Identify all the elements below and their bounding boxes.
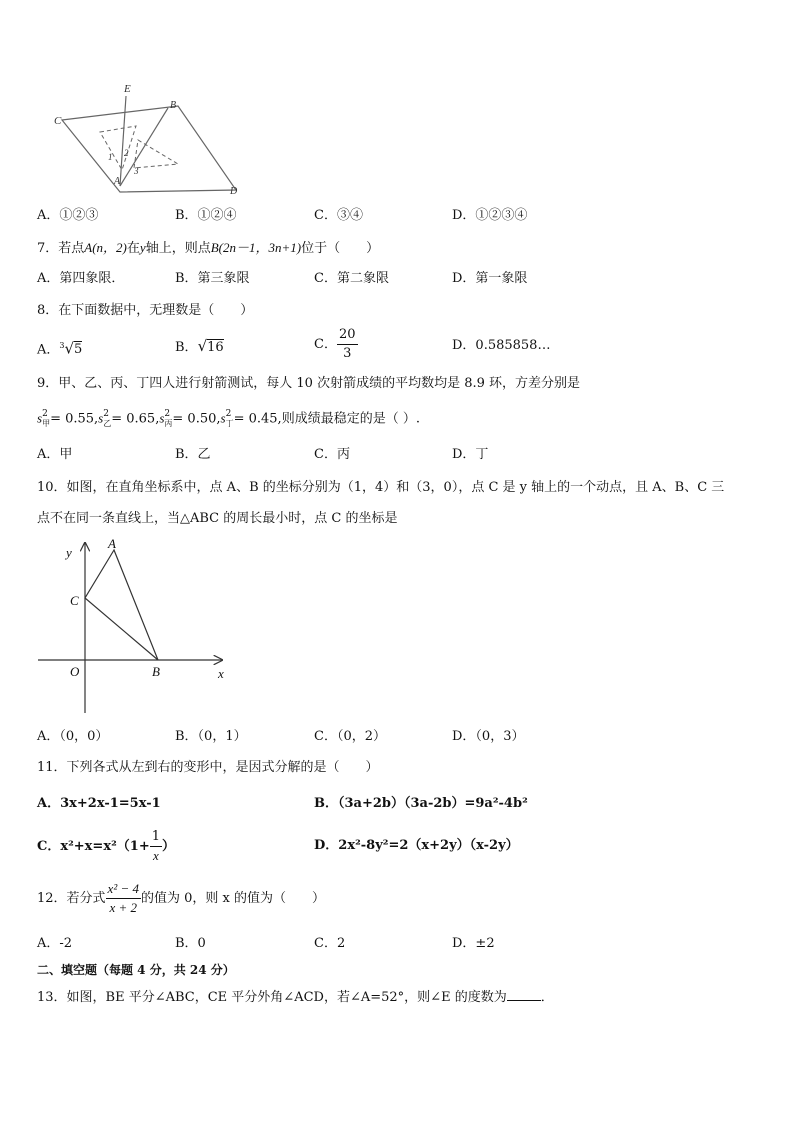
q13-answer-blank[interactable] xyxy=(507,988,541,1001)
fig6-label-C: C xyxy=(54,115,62,127)
fig6-label-E: E xyxy=(124,83,131,95)
q7-stem-pre: 7．若点 xyxy=(37,241,85,256)
q11-stem: 11．下列各式从左到右的变形中，是因式分解的是（ ） xyxy=(37,760,379,775)
q9-sub-4: 丁 xyxy=(225,419,234,428)
q12-denominator: x + 2 xyxy=(109,900,138,915)
q10-label-o: O xyxy=(70,664,80,679)
q9-s2: s xyxy=(98,410,104,426)
q11-option-c-denominator: x xyxy=(152,848,159,863)
q9-sup-1: 2 xyxy=(42,409,48,419)
q6-option-a: A．①②③ xyxy=(37,208,99,223)
q8-option-c-numerator: 20 xyxy=(337,326,358,345)
fig6-line-AB xyxy=(120,108,168,186)
q12-stem-post: 的值为 0，则 x 的值为（ ） xyxy=(141,891,325,906)
q8-option-a-radicand: 5 xyxy=(74,342,83,358)
q10-label-y: y xyxy=(66,545,72,560)
q9-val-4: = 0.45, xyxy=(233,411,282,427)
q9-stem: 9．甲、乙、丙、丁四人进行射箭测试，每人 10 次射箭成绩的平均数均是 8.9 环，方差分别是 xyxy=(37,376,581,391)
q9-tail: 则成绩最稳定的是（ ）. xyxy=(281,411,420,427)
q9-sup-3: 2 xyxy=(164,409,171,419)
q12-stem xyxy=(37,880,325,917)
q13-stem-text: 13．如图，BE 平分∠ABC，CE 平分外角∠ACD，若∠A=52°，则∠E 的度数为 xyxy=(37,990,507,1005)
q7-axis-y: y xyxy=(139,240,146,255)
q8-option-b: B．√16 xyxy=(175,337,224,355)
q7-point-b: B(2n－1，3n+1) xyxy=(210,240,302,255)
q12-option-b: B．0 xyxy=(175,936,206,951)
q11-option-c xyxy=(37,828,175,865)
q7-option-d: D．第一象限 xyxy=(452,271,528,286)
q8-option-d: D．0.585858… xyxy=(452,338,551,353)
q9-sub-3: 丙 xyxy=(164,419,173,428)
fig6-label-A: A xyxy=(114,176,121,187)
q8-option-a: A．$^3$√5 xyxy=(37,339,83,358)
q8-option-c-label: C． xyxy=(314,337,337,352)
q7-point-a: A(n，2) xyxy=(84,240,127,255)
q7-stem xyxy=(37,240,379,257)
q10-line-2: 点不在同一条直线上，当△ABC 的周长最小时，点 C 的坐标是 xyxy=(37,511,398,526)
fig6-parallelogram xyxy=(62,106,236,192)
q11-option-a: A．3x+2x-1=5x-1 xyxy=(37,796,161,811)
q10-option-a: A．（0，0） xyxy=(37,729,109,744)
q9-val-3: = 0.50, xyxy=(172,411,221,427)
fig6-label-B: B xyxy=(170,100,177,111)
q8-option-a-label: A． xyxy=(37,342,60,358)
q9-sub-2: 乙 xyxy=(103,419,112,428)
q8-stem: 8．在下面数据中，无理数是（ ） xyxy=(37,303,254,318)
q10-label-x: x xyxy=(218,666,224,681)
q8-option-b-radicand: 16 xyxy=(207,340,224,355)
q11-option-d: D．2x²-8y²=2（x+2y）（x-2y） xyxy=(314,838,519,853)
q7-stem-mid2: 轴上，则点 xyxy=(145,241,211,256)
q7-option-a: A．第四象限． xyxy=(37,271,125,286)
q9-s1: s xyxy=(37,410,43,426)
q8-option-b-label: B． xyxy=(175,340,198,355)
q9-val-2: = 0.65, xyxy=(111,411,160,427)
q12-stem-pre: 12．若分式 xyxy=(37,891,106,906)
q9-sup-4: 2 xyxy=(225,409,232,419)
fig6-line-AE xyxy=(120,96,126,186)
q9-sub-1: 甲 xyxy=(42,419,51,428)
q12-option-d: D．±2 xyxy=(452,936,495,951)
q8-option-c-denominator: 3 xyxy=(343,346,352,361)
q6-option-b: B．①②④ xyxy=(175,208,237,223)
q9-val-1: = 0.55, xyxy=(50,411,99,427)
q13-tail: ． xyxy=(540,990,554,1005)
q6-option-d: D．①②③④ xyxy=(452,208,528,223)
q6-option-c: C．③④ xyxy=(314,208,363,223)
section-2-title: 二、填空题（每题 4 分，共 24 分） xyxy=(37,963,235,977)
q8-option-c xyxy=(314,326,358,363)
fig6-angle-1: 1 xyxy=(108,152,113,162)
fig6-angle-2: 2 xyxy=(124,148,129,158)
fig6-label-D: D xyxy=(230,186,238,197)
fig6-dashed-triangle-1 xyxy=(100,126,136,170)
q7-option-c: C．第二象限 xyxy=(314,271,389,286)
fig6-angle-3: 3 xyxy=(134,166,139,176)
q7-option-b: B．第三象限 xyxy=(175,271,250,286)
q9-option-d: D．丁 xyxy=(452,447,489,462)
q11-option-c-numerator: 1 xyxy=(150,828,162,847)
q10-line-1: 10．如图，在直角坐标系中，点 A、B 的坐标分别为（1，4）和（3，0），点 C 是 y 轴上的一个动点，且 A、B、C 三 xyxy=(37,480,725,495)
q12-option-c: C．2 xyxy=(314,936,346,951)
q10-option-c: C．（0，2） xyxy=(314,729,386,744)
q12-numerator: x² − 4 xyxy=(106,880,141,899)
q8-option-a-index: 3 xyxy=(59,341,65,350)
q9-option-a: A．甲 xyxy=(37,447,73,462)
q10-label-a: A xyxy=(108,536,116,551)
q10-label-b: B xyxy=(152,664,160,679)
q13-stem xyxy=(37,988,554,1006)
q9-s3: s xyxy=(159,410,165,426)
q6-figure xyxy=(50,80,250,200)
q9-s4: s xyxy=(220,410,226,426)
q7-stem-mid: 在 xyxy=(126,241,140,256)
q9-option-b: B．乙 xyxy=(175,447,211,462)
q10-triangle-abc xyxy=(85,550,158,660)
q10-option-d: D．（0，3） xyxy=(452,729,525,744)
q10-label-c: C xyxy=(70,593,79,608)
q11-option-c-pre: C．x²+x=x²（1+ xyxy=(37,839,150,854)
q10-figure xyxy=(30,535,240,720)
q7-stem-post: 位于（ ） xyxy=(301,241,380,256)
q11-option-c-post: ） xyxy=(162,839,176,854)
q9-option-c: C．丙 xyxy=(314,447,350,462)
q9-sup-2: 2 xyxy=(103,409,109,419)
q9-variances xyxy=(37,410,420,428)
q10-option-b: B．（0，1） xyxy=(175,729,247,744)
fig6-dashed-triangle-2 xyxy=(134,140,178,168)
q12-option-a: A．-2 xyxy=(37,936,73,951)
q11-option-b: B．（3a+2b）（3a-2b）=9a²-4b² xyxy=(314,796,528,811)
